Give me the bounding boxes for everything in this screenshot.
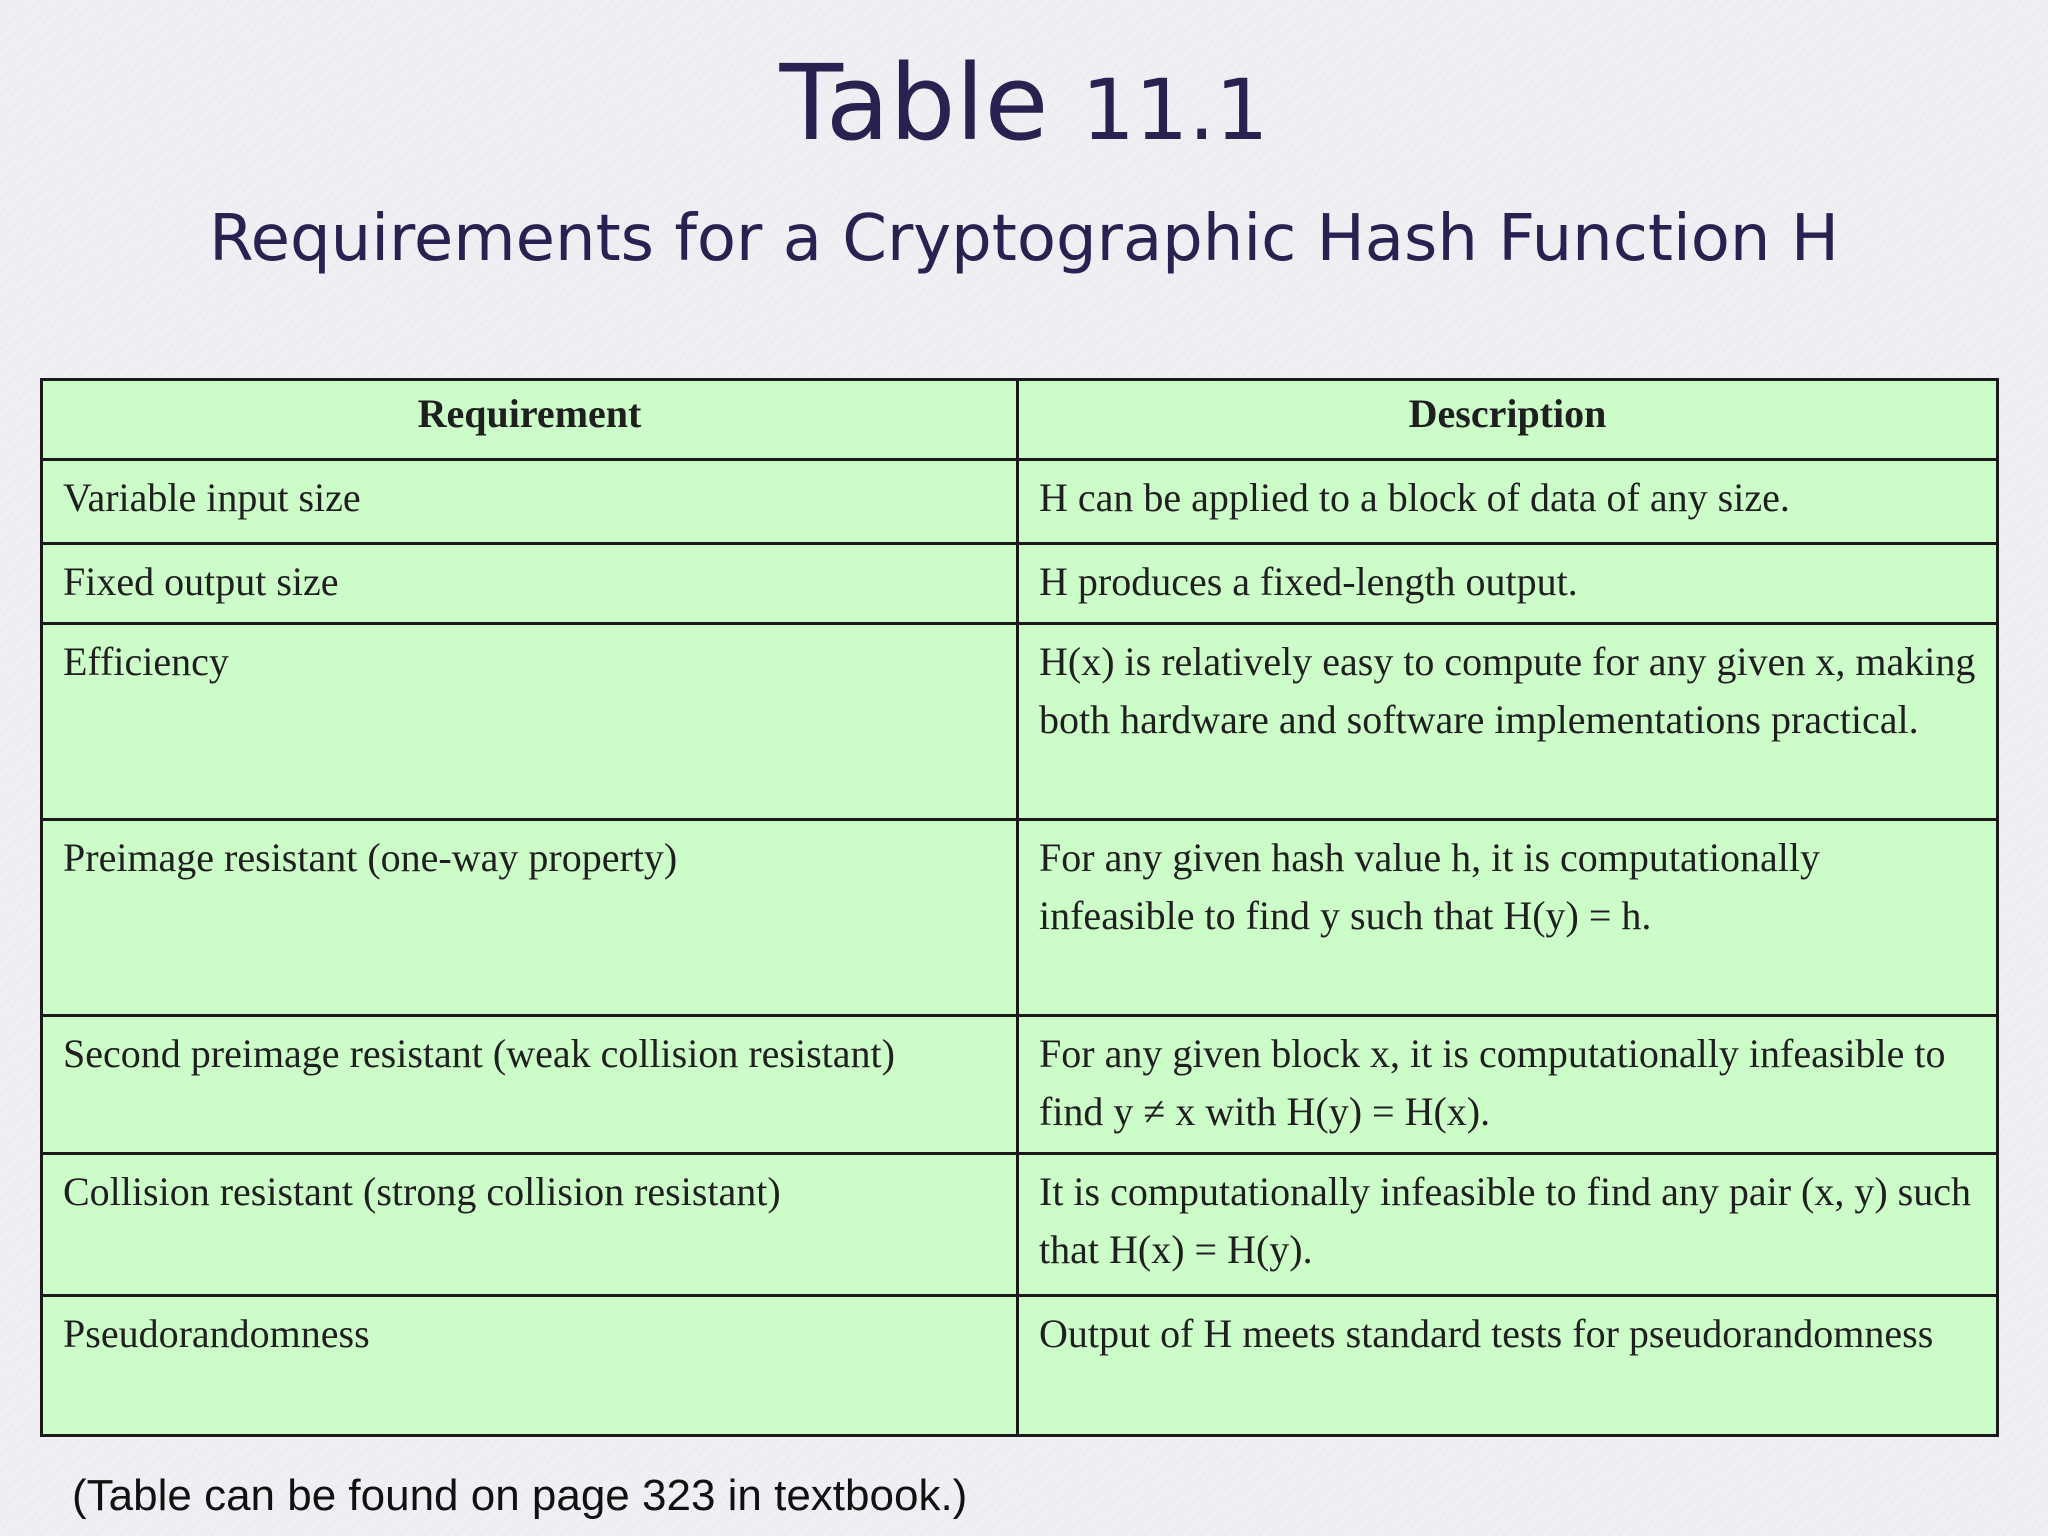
requirements-table <box>40 378 1999 1437</box>
requirement-cell: Collision resistant (strong collision resistant) <box>42 1154 1018 1296</box>
description-cell: It is computationally infeasible to find any pair (x, y) such that H(x) = H(y). <box>1018 1154 1998 1296</box>
slide-title <box>0 38 2048 175</box>
requirement-cell: Fixed output size <box>42 544 1018 624</box>
table-row <box>42 820 1998 1016</box>
footnote: (Table can be found on page 323 in textbook.) <box>72 1471 968 1520</box>
description-cell: H produces a fixed-length output. <box>1018 544 1998 624</box>
requirement-cell: Preimage resistant (one-way property) <box>42 820 1018 1016</box>
table-row <box>42 1016 1998 1154</box>
requirement-cell: Variable input size <box>42 460 1018 544</box>
description-cell: For any given block x, it is computationally infeasible to find y ≠ x with H(y) = H(x). <box>1018 1016 1998 1154</box>
slide-subtitle: Requirements for a Cryptographic Hash Function H <box>209 202 1839 276</box>
description-cell: For any given hash value h, it is computationally infeasible to find y such that H(y) = h. <box>1018 820 1998 1016</box>
requirement-cell: Efficiency <box>42 624 1018 820</box>
header-requirement: Requirement <box>42 380 1018 460</box>
requirement-cell: Pseudorandomness <box>42 1296 1018 1436</box>
table-row <box>42 1296 1998 1436</box>
header-description: Description <box>1018 380 1998 460</box>
title-number: 11.1 <box>1081 61 1269 159</box>
table-header-row <box>42 380 1998 460</box>
table-row <box>42 1154 1998 1296</box>
table-row <box>42 544 1998 624</box>
description-cell: Output of H meets standard tests for pseudorandomness <box>1018 1296 1998 1436</box>
description-cell: H(x) is relatively easy to compute for any given x, making both hardware and software implementations practical. <box>1018 624 1998 820</box>
requirement-cell: Second preimage resistant (weak collision resistant) <box>42 1016 1018 1154</box>
title-word: Table <box>779 42 1049 164</box>
table-row <box>42 624 1998 820</box>
table-row <box>42 460 1998 544</box>
description-cell: H can be applied to a block of data of any size. <box>1018 460 1998 544</box>
